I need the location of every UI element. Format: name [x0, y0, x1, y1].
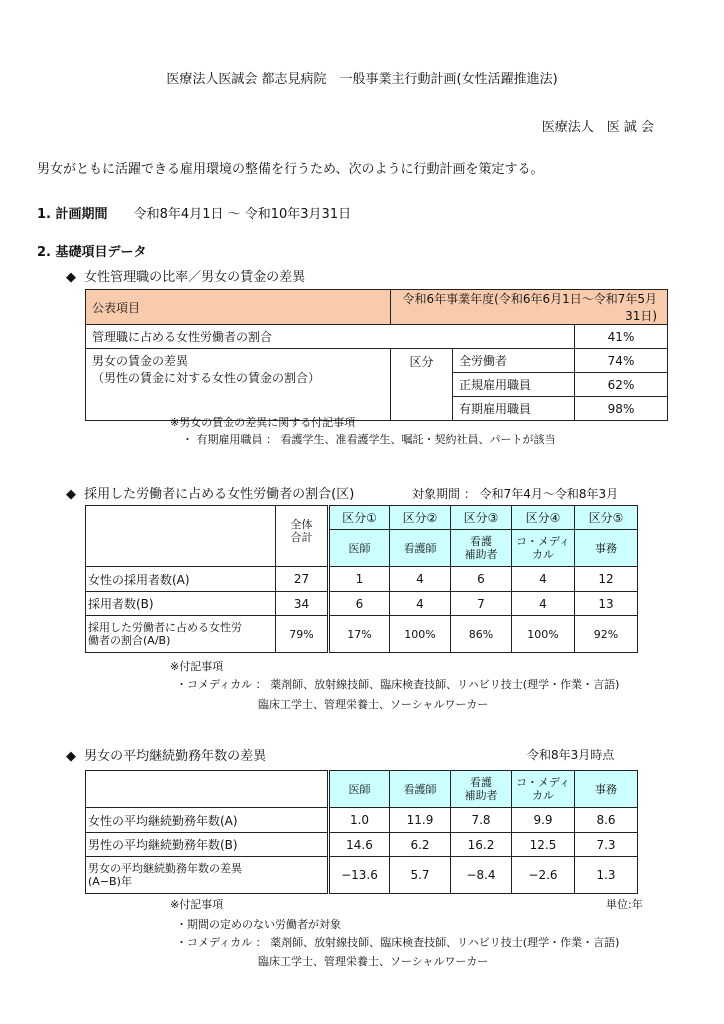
- row-value: 6: [329, 592, 390, 616]
- row-total: 27: [276, 567, 329, 592]
- row-value: −13.6: [329, 857, 390, 894]
- row-label: 男女の平均継続勤務年数の差異 (A−B)年: [86, 857, 329, 894]
- manager-wage-table: [85, 289, 668, 421]
- wage-gap-label: 男女の賃金の差異: [92, 354, 189, 368]
- row-value: 4: [512, 567, 575, 592]
- table3-note-line1: ・期間の定めのない労働者が対象: [176, 918, 341, 931]
- table2-note-line1: ・コメディカル ： 薬剤師、放射線技師、臨床検査技師、リハビリ技士(理学・作業・言語): [176, 678, 620, 691]
- row-value: −8.4: [451, 857, 512, 894]
- wage-gap-label-cell: [86, 349, 391, 421]
- organization-name: 医療法人 医 誠 会: [541, 120, 654, 135]
- row-label: 女性の平均継続勤務年数(A): [86, 808, 329, 833]
- section-plan-period: [37, 203, 351, 222]
- row-label: 男性の平均継続勤務年数(B): [86, 833, 329, 857]
- row-value: 6.2: [390, 833, 451, 857]
- category-name: 看護師: [390, 771, 451, 808]
- row-value: 8.6: [575, 808, 638, 833]
- row-value: 12: [575, 567, 638, 592]
- row-value: −2.6: [512, 857, 575, 894]
- category-name: 事務: [575, 530, 638, 567]
- table2-header-row-codes: [86, 506, 638, 530]
- header-public-item: 公表項目: [86, 290, 391, 325]
- diamond-bullet-icon: ◆: [66, 749, 76, 764]
- row-value: 16.2: [451, 833, 512, 857]
- row-value: 17%: [329, 616, 390, 653]
- row-value: 7.3: [575, 833, 638, 857]
- table3-unit: 単位:年: [606, 898, 643, 911]
- row-value: 92%: [575, 616, 638, 653]
- category-name: 看護 補助者: [451, 530, 512, 567]
- category-label: 区分: [391, 349, 453, 421]
- row-value: 100%: [512, 616, 575, 653]
- row-total: 79%: [276, 616, 329, 653]
- table2-row-ratio: [86, 616, 638, 653]
- category-code: 区分①: [329, 506, 390, 530]
- section1-label: 1. 計画期間: [37, 207, 108, 222]
- table2-heading-text: 採用した労働者に占める女性労働者の割合(区): [84, 487, 355, 502]
- table2-note-title: ※付記事項: [170, 660, 224, 673]
- row-value: 6: [451, 567, 512, 592]
- manager-ratio-label: 管理職に占める女性労働者の割合: [86, 325, 575, 349]
- row-value: 1: [329, 567, 390, 592]
- hiring-ratio-table: [85, 505, 638, 653]
- manager-ratio-value: 41%: [575, 325, 668, 349]
- table3-row-female-tenure: [86, 808, 638, 833]
- table2-period: 対象期間 ： 令和7年4月～令和8年3月: [412, 487, 619, 501]
- category-name: コ・メディ カル: [512, 771, 575, 808]
- row-value: 4: [390, 592, 451, 616]
- table1-row-manager-ratio: [86, 325, 668, 349]
- row-value: 1.3: [575, 857, 638, 894]
- table1-note-title: ※男女の賃金の差異に関する付記事項: [170, 416, 356, 429]
- table2-note-line2: 臨床工学士、管理栄養士、ソーシャルワーカー: [258, 698, 489, 711]
- category-name: コ・メディ カル: [512, 530, 575, 567]
- row-value: 7: [451, 592, 512, 616]
- diamond-bullet-icon: ◆: [66, 270, 76, 285]
- category-code: 区分②: [390, 506, 451, 530]
- row-value: 9.9: [512, 808, 575, 833]
- category-name: 事務: [575, 771, 638, 808]
- total-header-line2: 合計: [290, 531, 313, 544]
- category-name: 医師: [329, 771, 390, 808]
- table2-row-female-hires: [86, 567, 638, 592]
- row-value: 4: [390, 567, 451, 592]
- row-value: 12.5: [512, 833, 575, 857]
- section-basic-data-label: 2. 基礎項目データ: [37, 245, 147, 260]
- table3-as-of: 令和8年3月時点: [527, 748, 615, 762]
- row-value: 86%: [451, 616, 512, 653]
- plan-period-value: 令和8年4月1日 ～ 令和10年3月31日: [133, 207, 352, 222]
- row-value: 14.6: [329, 833, 390, 857]
- table1-note-line: ・ 有期雇用職員 ： 看護学生、准看護学生、嘱託・契約社員、パートが該当: [182, 433, 556, 446]
- tenure-gap-table: [85, 770, 638, 894]
- row-value: 4: [512, 592, 575, 616]
- table3-row-male-tenure: [86, 833, 638, 857]
- table1-heading: [66, 266, 305, 285]
- table2-heading: [66, 483, 354, 502]
- intro-text: 男女がともに活躍できる雇用環境の整備を行うため、次のように行動計画を策定する。: [37, 162, 544, 177]
- table3-heading-text: 男女の平均継続勤務年数の差異: [84, 749, 267, 764]
- row-label: 女性の採用者数(A): [86, 567, 276, 592]
- wage-row-label: 有期雇用職員: [453, 397, 575, 421]
- wage-row-value: 74%: [575, 349, 668, 373]
- row-value: 11.9: [390, 808, 451, 833]
- table3-note-line2: ・コメディカル ： 薬剤師、放射線技師、臨床検査技師、リハビリ技士(理学・作業・言語): [176, 936, 620, 949]
- row-value: 1.0: [329, 808, 390, 833]
- row-total: 34: [276, 592, 329, 616]
- category-name: 看護 補助者: [451, 771, 512, 808]
- row-value: 100%: [390, 616, 451, 653]
- table2-corner-cell: [86, 506, 276, 567]
- table3-note-title: ※付記事項: [170, 898, 224, 911]
- table2-row-total-hires: [86, 592, 638, 616]
- table1-row-wage-all: [86, 349, 668, 373]
- row-value: 7.8: [451, 808, 512, 833]
- category-code: 区分④: [512, 506, 575, 530]
- table3-note-line3: 臨床工学士、管理栄養士、ソーシャルワーカー: [258, 955, 489, 968]
- wage-row-value: 62%: [575, 373, 668, 397]
- category-code: 区分③: [451, 506, 512, 530]
- category-code: 区分⑤: [575, 506, 638, 530]
- table1-heading-text: 女性管理職の比率／男女の賃金の差異: [84, 270, 306, 285]
- row-value: 13: [575, 592, 638, 616]
- row-value: 5.7: [390, 857, 451, 894]
- category-name: 医師: [329, 530, 390, 567]
- diamond-bullet-icon: ◆: [66, 487, 76, 502]
- wage-row-label: 全労働者: [453, 349, 575, 373]
- wage-row-value: 98%: [575, 397, 668, 421]
- table3-header-row: [86, 771, 638, 808]
- header-fiscal-year: 令和6年事業年度(令和6年6月1日～令和7年5月31日): [391, 290, 668, 325]
- wage-row-label: 正規雇用職員: [453, 373, 575, 397]
- row-label: 採用者数(B): [86, 592, 276, 616]
- category-name: 看護師: [390, 530, 451, 567]
- table3-row-tenure-gap: [86, 857, 638, 894]
- row-label: 採用した労働者に占める女性労 働者の割合(A/B): [86, 616, 276, 653]
- document-title: 医療法人医誠会 都志見病院 一般事業主行動計画(女性活躍推進法): [166, 72, 558, 87]
- total-header: [276, 506, 329, 567]
- table3-corner-cell: [86, 771, 329, 808]
- total-header-line1: 全体: [290, 518, 313, 531]
- wage-gap-sublabel: （男性の賃金に対する女性の賃金の割合）: [92, 371, 321, 385]
- table3-heading: [66, 745, 266, 764]
- table1-header-row: [86, 290, 668, 325]
